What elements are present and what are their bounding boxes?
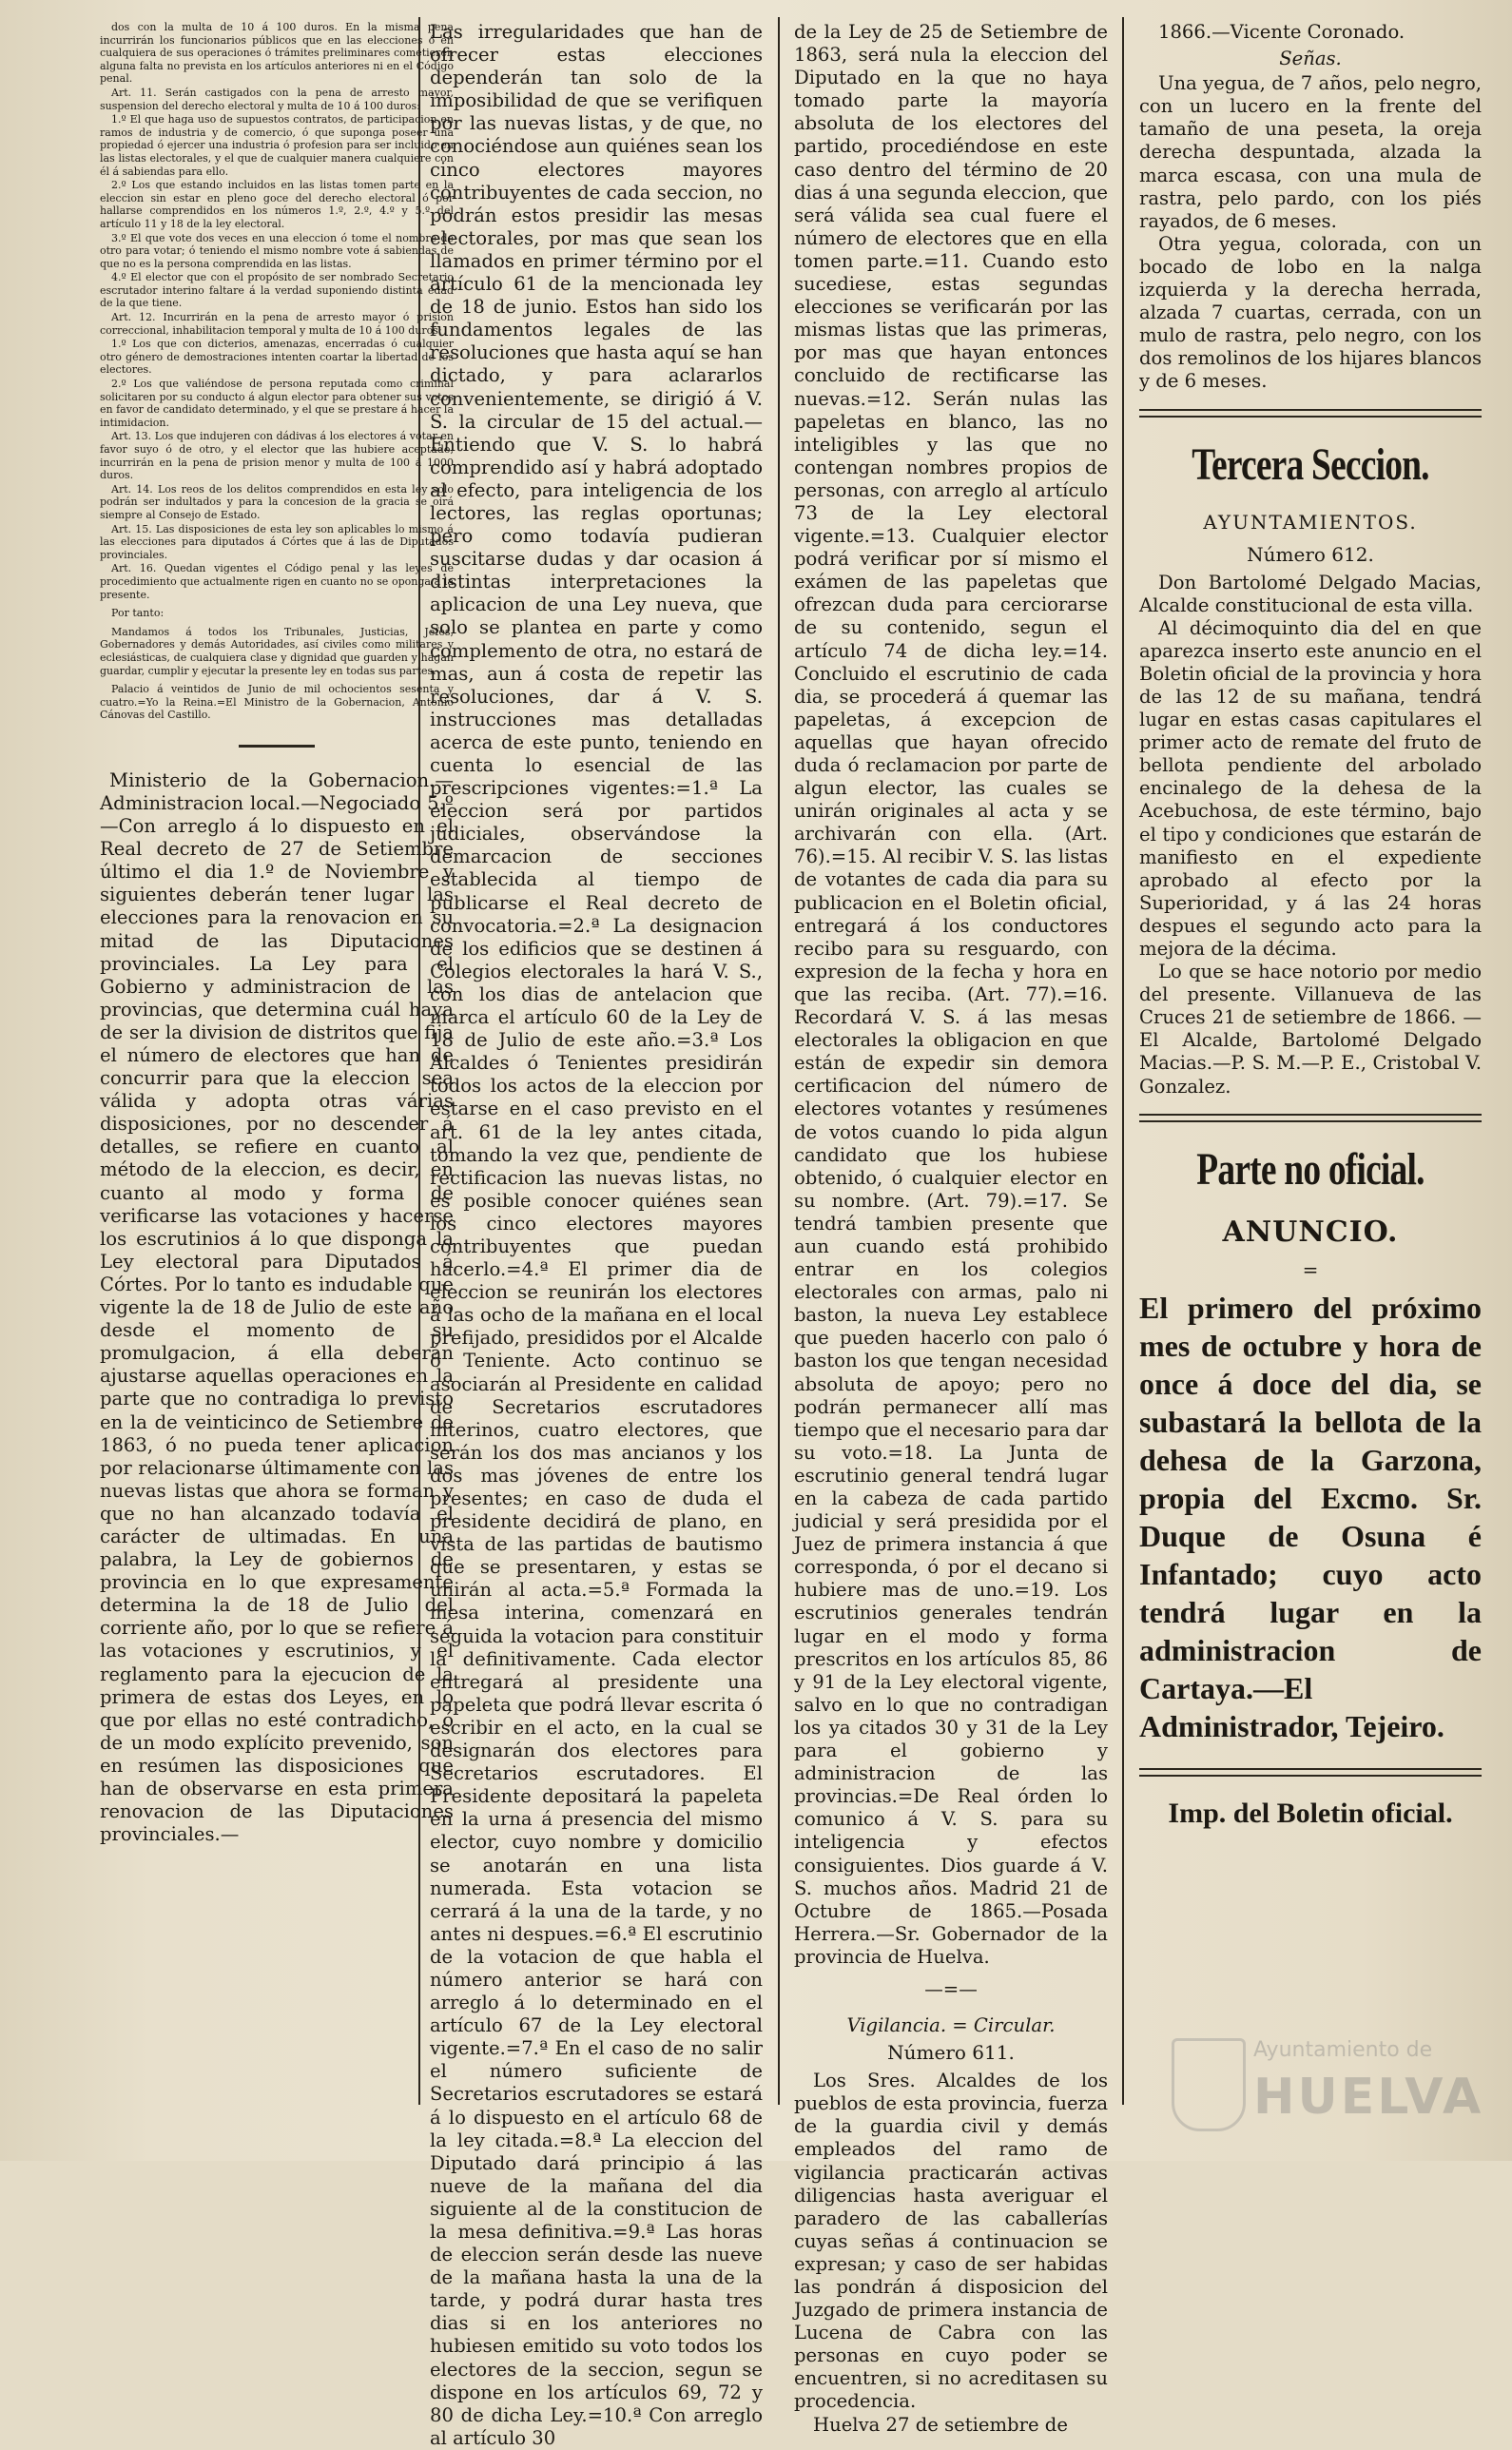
senas-paragraph: Una yegua, de 7 años, pelo negro, con un lucero en la frente del tamaño de una peseta, la oreja derecha despuntada, alzada la marca escasa, con una mula de rastra, pelo pardo, con los piés rayados, de 6 meses. [1139, 72, 1482, 232]
numero-611: Número 611. [887, 2041, 1015, 2065]
watermark [1172, 2031, 1485, 2135]
ornament-separator [100, 739, 454, 752]
aviso-paragraph: Al décimoquinto dia del en que aparezca inserto este anuncio en el Boletin oficial de la provincia y hora de las 12 de su mañana, tendrá lugar en estas casas capitulares el primer acto de remate del fruto de bellota pendiente del arbolado encinalego de la dehesa de la Acebuchosa, de este término, bajo el tipo y condiciones que estarán de manifiesto en el expediente aprobado al efecto por la Superioridad, y á las 24 horas despues el segundo acto para la mejora de la décima. [1139, 616, 1482, 960]
circular-paragraph: Las irregularidades que han de ofrecer estas elecciones dependerán tan solo de la imposibilidad de que se verifiquen por las nuevas listas, y de que, no conociéndose aun quiénes sean los cinco electores mayores contribuyentes de cada seccion, no podrán estos presidir las mesas electorales, por mas que sean los llamados en primer término por el artículo 61 de la mencionada ley de 18 de junio. Estos han sido los fundamentos legales de las resoluciones que hasta aquí se han dictado, y para aclararlos convenientemente, se dirigió á V. S. la circular de 15 del actual.—Entiendo que V. S. lo habrá comprendido así y habrá adoptado al efecto, para inteligencia de los lectores, las reglas oportunas; pero como todavía pudieran suscitarse dudas y dar ocasion á distintas interpretaciones la aplicacion de una Ley nueva, que solo se plantea en parte y como complemento de otra, no estará de mas, aun á costa de repetir las resoluciones, dar á V. S. instrucciones mas detalladas acerca de este punto, teniendo en cuenta lo esencial de las prescripciones vigentes:=1.ª La eleccion será por partidos judiciales, observándose la demarcacion de secciones establecida al tiempo de publicarse el Real decreto de convocatoria.=2.ª La designacion de los edificios que se destinen á Colegios electorales la hará V. S., con los dias de antelacion que marca el artículo 60 de la Ley de 18 de Julio de este año.=3.ª Los Alcaldes ó Tenientes presidirán todos los actos de la eleccion por estarse en el caso previsto en el art. 61 de la ley antes citada, tomando la vez que, pendiente de rectificacion las nuevas listas, no es posible conocer quiénes sean los cinco electores mayores contribuyentes que puedan hacerlo.=4.ª El primer dia de eleccion se reunirán los electores á las ocho de la mañana en el local prefijado, presididos por el Alcalde ó Teniente. Acto continuo se asociarán al Presidente en calidad de Secretarios escrutadores interinos, cuatro electores, que serán los dos mas ancianos y los dos mas jóvenes de entre los presentes; en caso de duda el presidente decidirá de plano, en vista de las partidas de bautismo que se presentaren, y estas se unirán al acta.=5.ª Formada la mesa interina, comenzará en seguida la votacion para constituir la definitivamente. Cada elector entregará al presidente una papeleta que podrá llevar escrita ó escribir en el acto, en la cual se designarán dos electores para Secretarios escrutadores. El Presidente depositará la papeleta en la urna á presencia del mismo elector, cuyo nombre y domicilio se anotarán en una lista numerada. Esta votacion se cerrará á la una de la tarde, y no antes ni despues.=6.ª El escrutinio de la votacion de que habla el número anterior se hará con arreglo á lo determinado en el artículo 67 de la Ley electoral vigente.=7.ª En el caso de no salir el número suficiente de Secretarios escrutadores se estará á lo dispuesto en el artículo 68 de la ley citada.=8.ª La eleccion del Diputado dará principio á las nueve de la mañana del dia siguiente al de la constitucion de la mesa definitiva.=9.ª Las horas de eleccion serán desde las nueve de la mañana hasta la una de la tarde, y podrá durar hasta tres dias si en los anteriores no hubiesen emitido su voto todos los electores de la seccion, segun se dispone en los artículos 69, 72 y 80 de dicha Ley.=10.ª Con arreglo al artículo 30 [430, 21, 763, 2449]
vigilancia-paragraph: Los Sres. Alcaldes de los pueblos de esta provincia, fuerza de la guardia civil y demás empleados del ramo de vigilancia practicarán activas diligencias hasta averiguar el paradero de las caballerías cuyas señas á continuacion se expresan; y caso de ser habidas las pondrán á disposicion del Juzgado de primera instancia de Lucena de Cabra con las personas en cuyo poder se encuentren, si no acreditasen su procedencia. [794, 2070, 1108, 2413]
imprenta-line: Imp. del Boletin oficial. [1168, 1797, 1453, 1829]
coat-of-arms-icon [1172, 2038, 1246, 2131]
anuncio-eq: = [1302, 1257, 1319, 1281]
law-paragraph: 4.º El elector que con el propósito de ser nombrado Secretario escrutador interino faltare á la verdad suponiendo distinta edad de la que tiene. [100, 271, 454, 310]
law-paragraph: 1.º Los que con dicterios, amenazas, encerradas ó cualquier otro género de demostraciones intenten coartar la libertad de los electores. [100, 338, 454, 377]
law-paragraph: 2.º Los que valiéndose de persona reputada como criminal solicitaren por su conducto á algun elector para obtener sus votos en favor de candidato determinado, y el que se prestare á hacer la intimidacion. [100, 378, 454, 429]
law-paragraph: Art. 13. Los que indujeren con dádivas á los electores á votar en favor suyo ó de otro, y el elector que las hubiere aceptado, incurrirán en la pena de prision menor y multa de 100 á 1000 duros. [100, 430, 454, 482]
column-rule-3 [1122, 17, 1124, 2105]
column-rule-2 [778, 17, 780, 2105]
numero-612: Número 612. [1247, 542, 1374, 566]
vigilancia-fecha: Huelva 27 de setiembre de [813, 2413, 1068, 2436]
law-text [100, 21, 454, 722]
parte-no-oficial-title: Parte no oficial. [1196, 1143, 1425, 1195]
ministerio-paragraph: Ministerio de la Gobernacion.—Administracion local.—Negociado 5.º—Con arreglo á lo dispuesto en el Real decreto de 27 de Setiembre último el dia 1.º de Noviembre y siguientes deberán tener lugar las elecciones para la renovacion en su mitad de las Diputaciones provinciales. La Ley para el Gobierno y administracion de las provincias, que determina cuál haya de ser la division de distritos que fija el número de electores que han de concurrir para que la eleccion sea válida y adopta otras várias disposiciones, por no descender á detalles, se refiere en cuanto al método de la eleccion, es decir, en cuanto al modo y forma de verificarse las votaciones y hacerse los escrutinios á lo que disponga la Ley electoral para Diputados á Córtes. Por lo tanto es indudable que vigente la de 18 de Julio de este año desde el momento de su promulgacion, á ella deberán ajustarse aquellas operaciones en la parte que no contradiga lo previsto en la de veinticinco de Setiembre de 1863, ó no pueda tener aplicacion por relacionarse últimamente con las nuevas listas que ahora se forman y que no han alcanzado todavía el carácter de ultimadas. En una palabra, la Ley de gobiernos de provincia en lo que expresamente determina la de 18 de Julio del corriente año, por lo que se refiere á las votaciones y escrutinios, y el reglamento para la ejecucion de la primera de estas dos Leyes, en lo que por ellas no esté contradicho, ó de un modo explícito prevenido, son en resúmen las disposiciones que han de observarse en esta primera renovacion de las Diputaciones provinciales.— [100, 768, 454, 1846]
circular-paragraph: de la Ley de 25 de Setiembre de 1863, será nula la eleccion del Diputado en la que no haya tomado parte la mayoría absoluta de los electores del partido, procediéndose en este caso dentro del término de 20 dias á una segunda eleccion, que será válida sea cual fuere el número de electores que en ella tomen parte.=11. Cuando esto sucediese, estas segundas elecciones se verificarán por las mismas listas que las primeras, por mas que hayan entonces concluido de rectificarse las nuevas.=12. Serán nulas las papeletas en blanco, las no inteligibles y las que no contengan nombres propios de personas, con arreglo al artículo 73 de la Ley electoral vigente.=13. Cualquier elector podrá verificar por sí mismo el exámen de las papeletas que ofrezcan duda para cerciorarse de su contenido, segun el artículo 74 de dicha ley.=14. Concluido el escrutinio de cada dia, se procederá á quemar las papeletas, á excepcion de aquellas que hayan ofrecido duda ó reclamacion por parte de algun elector, las cuales se unirán originales al acta y se archivarán con ella. (Art. 76).=15. Al recibir V. S. las listas de votantes de cada dia para su publicacion en el Boletin oficial, entregará á los conductores recibo para su resguardo, con expresion de la fecha y hora en que las reciba. (Art. 77).=16. Recordará V. S. á las mesas electorales la obligacion en que están de expedir sin demora certificacion del número de electores votantes y resúmenes de votos cuando lo pida algun candidato que los hubiese obtenido, ó cualquier elector en su nombre. (Art. 79).=17. Se tendrá tambien presente que aun cuando está prohibido entrar en los colegios electorales con armas, palo ni baston, la nueva Ley establece que pueden hacerlo con palo ó baston los que tengan necesidad absoluta de apoyo; pero no podrán permanecer allí mas tiempo que el necesario para dar su voto.=18. La Junta de escrutinio general tendrá lugar en la cabeza de cada partido judicial y será presidida por el Juez de primera instancia á que corresponda, ó por el decano si hubiere mas de uno.=19. Los escrutinios generales tendrán lugar en el modo y forma prescritos en los artículos 85, 86 y 91 de la Ley electoral vigente, salvo en lo que no contradigan los ya citados 30 y 31 de la Ley para el gobierno y administracion de las provincias.=De Real órden lo comunico á V. S. para su inteligencia y efectos consiguientes. Dios guarde á V. S. muchos años. Madrid 21 de Octubre de 1865.—Posada Herrera.—Sr. Gobernador de la provincia de Huelva. [794, 21, 1108, 1968]
tercera-seccion-title: Tercera Seccion. [1192, 438, 1429, 490]
watermark-line1: Ayuntamiento de [1253, 2038, 1433, 2062]
column-3 [794, 21, 1108, 2436]
circular-continuation [794, 21, 1108, 1969]
ministerio-text [100, 769, 454, 1846]
law-paragraph: Art. 16. Quedan vigentes el Código penal y las leyes de procedimiento que actualmente rigen en cuanto no se oponga á la presente. [100, 562, 454, 601]
notorio-paragraph: Lo que se hace notorio por medio del presente. Villanueva de las Cruces 21 de setiembre de 1866. —El Alcalde, Bartolomé Delgado Macias.—P. S. M.—P. E., Cristobal V. Gonzalez. [1139, 961, 1482, 1098]
column-2 [430, 21, 763, 2449]
palacio-paragraph: Palacio á veintidos de Junio de mil ochocientos sesenta y cuatro.=Yo la Reina.=El Ministro de la Gobernacion, Antonio Cánovas del Castillo. [100, 683, 454, 722]
law-paragraph: Art. 14. Los reos de los delitos comprendidos en esta ley solo podrán ser indultados y para la concesion de la gracia se oirá siempre al Consejo de Estado. [100, 482, 454, 521]
law-paragraph: Art. 12. Incurrirán en la pena de arresto mayor ó prision correccional, inhabilitacion temporal y multa de 10 á 100 duros: [100, 311, 454, 337]
law-paragraph: 1.º El que haga uso de supuestos contratos, de participacion en ramos de industria y de comercio, ó que suponga poseer una propiedad ó ejercer una industria ó profesion para ser incluido en las listas electorales, y el que de cualquier manera cualquiere con él á sabiendas para ello. [100, 113, 454, 178]
vigilancia-header: Vigilancia. = Circular. [846, 2014, 1056, 2037]
section-rule [1139, 409, 1482, 418]
senas-header: Señas. [1279, 48, 1342, 70]
law-paragraph: 3.º El que vote dos veces en una eleccion ó tome el nombre de otro para votar; ó teniendo el mismo nombre vote á sabiendas de que no es la persona comprendida en las listas. [100, 231, 454, 270]
senas-text [1139, 72, 1482, 393]
law-paragraph: Art. 15. Las disposiciones de esta ley son aplicables lo mismo á las elecciones para diputados á Córtes que á las de Diputados provinciales. [100, 522, 454, 561]
vigilancia-firma [1139, 21, 1482, 44]
law-paragraph: dos con la multa de 10 á 100 duros. En la misma pena incurrirán los funcionarios públicos que en las elecciones ó en cualquiera de sus operaciones ó trámites preliminares cometieren alguna falta no prevista en los artículos anteriores ni en el Código penal. [100, 21, 454, 86]
column-4 [1139, 21, 1482, 2104]
law-paragraph: Art. 11. Serán castigados con la pena de arresto mayor, suspension del derecho electoral y multa de 10 á 100 duros: [100, 86, 454, 112]
law-paragraph: 2.º Los que estando incluidos en las listas tomen parte en la eleccion sin estar en pleno goce del derecho electoral ó por hallarse comprendidos en los números 1.º, 2.º, 4.º y 5.º del artículo 11 y 18 de la ley electoral. [100, 179, 454, 230]
section-rule [1139, 1114, 1482, 1122]
circular-text [430, 21, 763, 2450]
column-1 [100, 21, 454, 2066]
firma-line: 1866.—Vicente Coronado. [1158, 21, 1405, 43]
section-rule [1139, 1768, 1482, 1777]
separator-mark: —=— [924, 1977, 978, 2000]
watermark-line2: HUELVA [1253, 2069, 1484, 2126]
por-tanto: Por tanto: [111, 607, 165, 620]
ayuntamiento-text [1139, 572, 1482, 1099]
don-paragraph: Don Bartolomé Delgado Macias, Alcalde constitucional de esta villa. [1139, 571, 1482, 616]
anuncio-header: ANUNCIO. [1222, 1215, 1399, 1249]
anuncio-text: El primero del próximo mes de octubre y hora de once á doce del dia, se subastará la bellota de la dehesa de la Garzona, propia del Excmo. Sr. Duque de Osuna é Infantado; cuyo acto tendrá lugar en la administracion de Cartaya.—El Administrador, Tejeiro. [1139, 1290, 1482, 1743]
mandamos-paragraph: Mandamos á todos los Tribunales, Justicias, Jefes, Gobernadores y demás Autoridades, así civiles como militares y eclesiásticas, de cualquiera clase y dignidad que guarden y hagan guardar, cumplir y ejecutar la presente ley en todas sus partes. [100, 625, 454, 677]
ayuntamientos-header: AYUNTAMIENTOS. [1203, 510, 1418, 534]
senas-paragraph: Otra yegua, colorada, con un bocado de lobo en la nalga izquierda y la derecha herrada, alzada 7 cuartas, cerrada, con un mulo de rastra, pelo negro, con los dos remolinos de los hijares blancos y de 6 meses. [1139, 232, 1482, 393]
vigilancia-text [794, 2070, 1108, 2437]
